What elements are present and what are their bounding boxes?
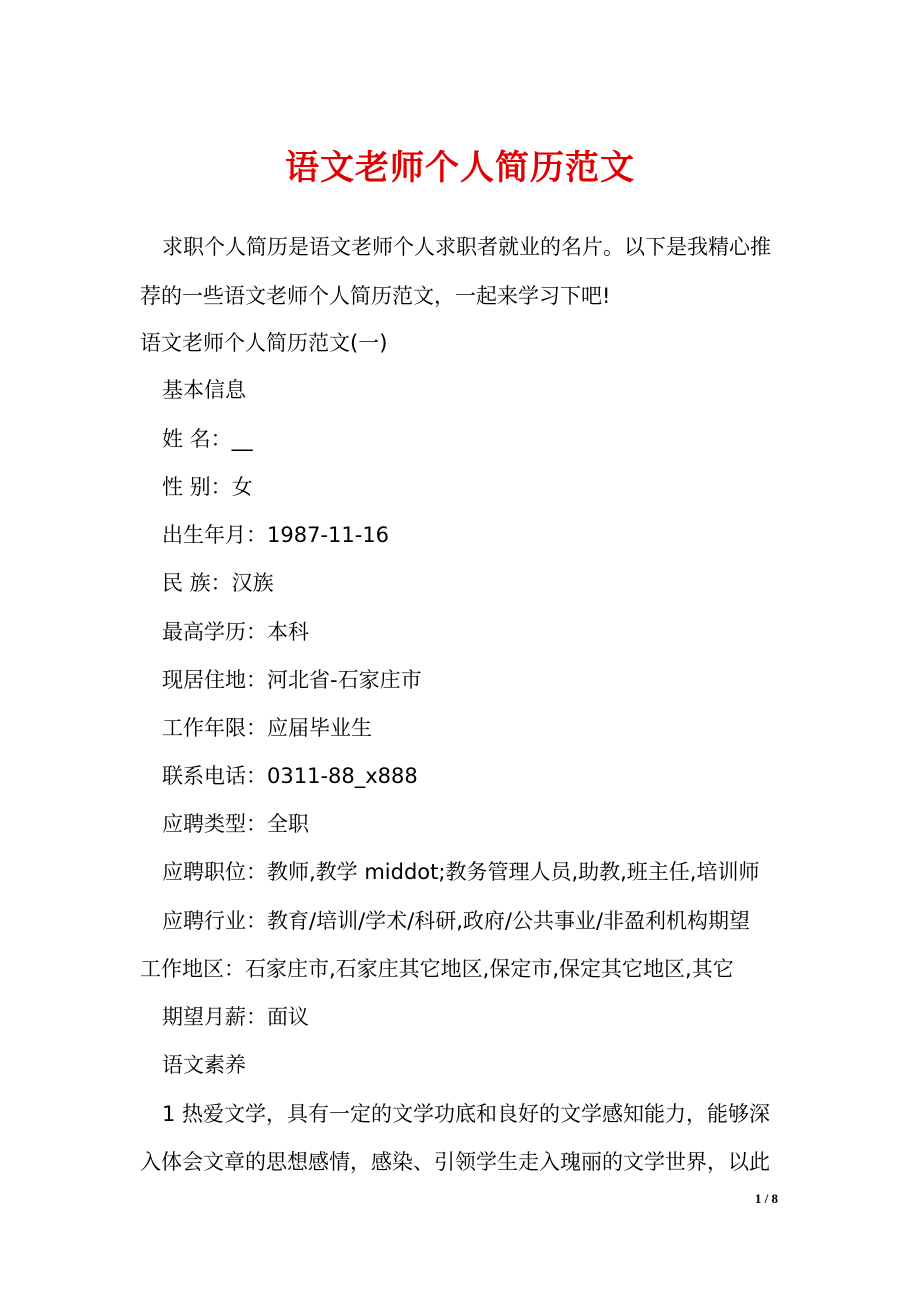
- literacy-line-1: 1 热爱文学，具有一定的文学功底和良好的文学感知能力，能够深: [162, 1102, 771, 1126]
- intro-line-2: 荐的一些语文老师个人简历范文，一起来学习下吧!: [140, 284, 611, 308]
- section-heading: 语文老师个人简历范文(一): [140, 331, 388, 355]
- field-name: 姓 名：__: [162, 427, 253, 451]
- field-residence: 现居住地：河北省-石家庄市: [162, 668, 422, 692]
- field-education: 最高学历：本科: [162, 620, 309, 644]
- field-job-type: 应聘类型：全职: [162, 812, 309, 836]
- basic-info-heading: 基本信息: [162, 378, 246, 402]
- field-area: 工作地区：石家庄市,石家庄其它地区,保定市,保定其它地区,其它: [140, 957, 734, 981]
- field-gender: 性 别：女: [162, 475, 253, 499]
- field-industry: 应聘行业：教育/培训/学术/科研,政府/公共事业/非盈利机构期望: [162, 909, 751, 933]
- field-birth: 出生年月：1987-11-16: [162, 523, 390, 547]
- field-position: 应聘职位：教师,教学 middot;教务管理人员,助教,班主任,培训师: [162, 860, 760, 884]
- literacy-heading: 语文素养: [162, 1053, 246, 1077]
- document-title: 语文老师个人简历范文: [285, 148, 635, 188]
- literacy-line-2: 入体会文章的思想感情，感染、引领学生走入瑰丽的文学世界，以此: [140, 1150, 770, 1174]
- field-phone: 联系电话：0311-88_x888: [162, 764, 418, 788]
- field-salary: 期望月薪：面议: [162, 1005, 309, 1029]
- field-ethnicity: 民 族：汉族: [162, 571, 274, 595]
- page-number: 1 / 8: [754, 1191, 778, 1206]
- field-work-years: 工作年限：应届毕业生: [162, 716, 372, 740]
- intro-line-1: 求职个人简历是语文老师个人求职者就业的名片。以下是我精心推: [162, 235, 771, 259]
